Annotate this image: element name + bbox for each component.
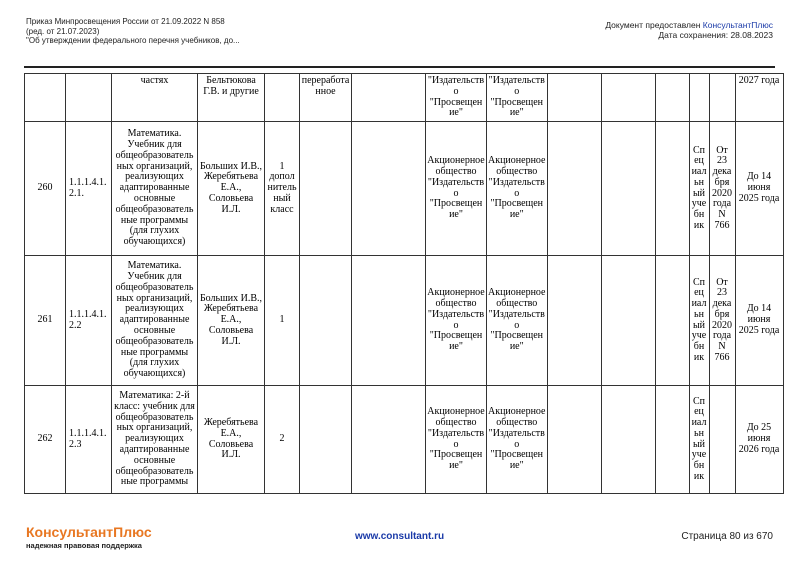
- table-cell: Акционерное общество "Издательств о "Просвещен ие": [426, 386, 487, 494]
- table-cell: [601, 74, 655, 122]
- table-cell: До 25 июня 2026 года: [735, 386, 783, 494]
- doc-edition-line: (ред. от 21.07.2023): [26, 26, 100, 36]
- textbook-table: [24, 73, 784, 494]
- table-cell: Акционерное общество "Издательств о "Просвещен ие": [487, 122, 548, 256]
- table-cell: [601, 256, 655, 386]
- table-cell: переработа нное: [300, 74, 352, 122]
- table-cell: Математика. Учебник для общеобразователь ных организаций, реализующих адаптированные основные общеобразователь ные программы (для глухих обучающихся): [112, 122, 198, 256]
- document-title: [26, 17, 240, 46]
- doc-title-line: Приказ Минпросвещения России от 21.09.2022 N 858: [26, 17, 225, 26]
- table-cell: 2: [265, 386, 300, 494]
- table-cell: [547, 256, 601, 386]
- provider-info: [605, 20, 773, 40]
- table-cell: 1: [265, 256, 300, 386]
- header-divider: [24, 66, 775, 68]
- table-cell: 1 допол нитель ный класс: [265, 122, 300, 256]
- table-cell: [655, 256, 689, 386]
- table-cell: Сп ец иал ьн ый уче бн ик: [689, 386, 709, 494]
- table-cell: [547, 386, 601, 494]
- table-cell: Акционерное общество "Издательств о "Просвещен ие": [426, 256, 487, 386]
- table-cell: [352, 74, 426, 122]
- table-cell: [655, 122, 689, 256]
- table-cell: [300, 386, 352, 494]
- table-cell: [655, 74, 689, 122]
- table-row: [25, 386, 784, 494]
- table-cell: 1.1.1.4.1. 2.1.: [66, 122, 112, 256]
- table-cell: "Издательств о "Просвещен ие": [487, 74, 548, 122]
- table-cell: Жеребятьева Е.А., Соловьева И.Л.: [198, 386, 265, 494]
- table-cell: [709, 74, 735, 122]
- provider-brand-link[interactable]: КонсультантПлюс: [702, 20, 773, 30]
- table-cell: [265, 74, 300, 122]
- table-cell: 260: [25, 122, 66, 256]
- table-cell: "Издательств о "Просвещен ие": [426, 74, 487, 122]
- table-cell: Акционерное общество "Издательств о "Просвещен ие": [426, 122, 487, 256]
- table-cell: [352, 122, 426, 256]
- logo-tagline: надежная правовая поддержка: [26, 541, 142, 550]
- table-row: [25, 122, 784, 256]
- table-cell: Бельтюкова Г.В. и другие: [198, 74, 265, 122]
- save-date: Дата сохранения: 28.08.2023: [658, 30, 773, 40]
- page-number: Страница 80 из 670: [681, 531, 773, 542]
- table-cell: От 23 дека бря 2020 года N 766: [709, 256, 735, 386]
- table-cell: [547, 122, 601, 256]
- table-cell: 261: [25, 256, 66, 386]
- table-cell: [25, 74, 66, 122]
- table-cell: Больших И.В., Жеребятьева Е.А., Соловьева И.Л.: [198, 256, 265, 386]
- table-cell: Акционерное общество "Издательств о "Просвещен ие": [487, 386, 548, 494]
- table-cell: [547, 74, 601, 122]
- table-cell: Акционерное общество "Издательств о "Просвещен ие": [487, 256, 548, 386]
- table-cell: [300, 256, 352, 386]
- table-cell: 1.1.1.4.1. 2.2: [66, 256, 112, 386]
- table-cell: [709, 386, 735, 494]
- doc-subject-line: "Об утверждении федерального перечня учебников, до...: [26, 36, 240, 45]
- table-cell: Сп ец иал ьн ый уче бн ик: [689, 256, 709, 386]
- table-cell: [300, 122, 352, 256]
- table-cell: Сп ец иал ьн ый уче бн ик: [689, 122, 709, 256]
- table-cell: [352, 256, 426, 386]
- table-cell: [655, 386, 689, 494]
- provided-by-label: Документ предоставлен: [605, 20, 703, 30]
- table-cell: До 14 июня 2025 года: [735, 256, 783, 386]
- table-cell: Математика: 2-й класс: учебник для общеобразователь ных организаций, реализующих адаптированные основные общеобразователь ные программы: [112, 386, 198, 494]
- table-cell: [66, 74, 112, 122]
- table-cell: От 23 дека бря 2020 года N 766: [709, 122, 735, 256]
- table-cell: 1.1.1.4.1. 2.3: [66, 386, 112, 494]
- table-cell: [601, 122, 655, 256]
- table-cell: Больших И.В., Жеребятьева Е.А., Соловьева И.Л.: [198, 122, 265, 256]
- website-link[interactable]: www.consultant.ru: [355, 531, 445, 542]
- table-row: [25, 256, 784, 386]
- table-cell: До 14 июня 2025 года: [735, 122, 783, 256]
- table-cell: Математика. Учебник для общеобразователь ных организаций, реализующих адаптированные основные общеобразователь ные программы (для глухих обучающихся): [112, 256, 198, 386]
- table-cell: [689, 74, 709, 122]
- table-cell: 262: [25, 386, 66, 494]
- table-cell: [352, 386, 426, 494]
- table-cell: 2027 года: [735, 74, 783, 122]
- table-cell: частях: [112, 74, 198, 122]
- consultant-logo: КонсультантПлюс: [26, 524, 152, 540]
- table-row-continuation: [25, 74, 784, 122]
- table-cell: [601, 386, 655, 494]
